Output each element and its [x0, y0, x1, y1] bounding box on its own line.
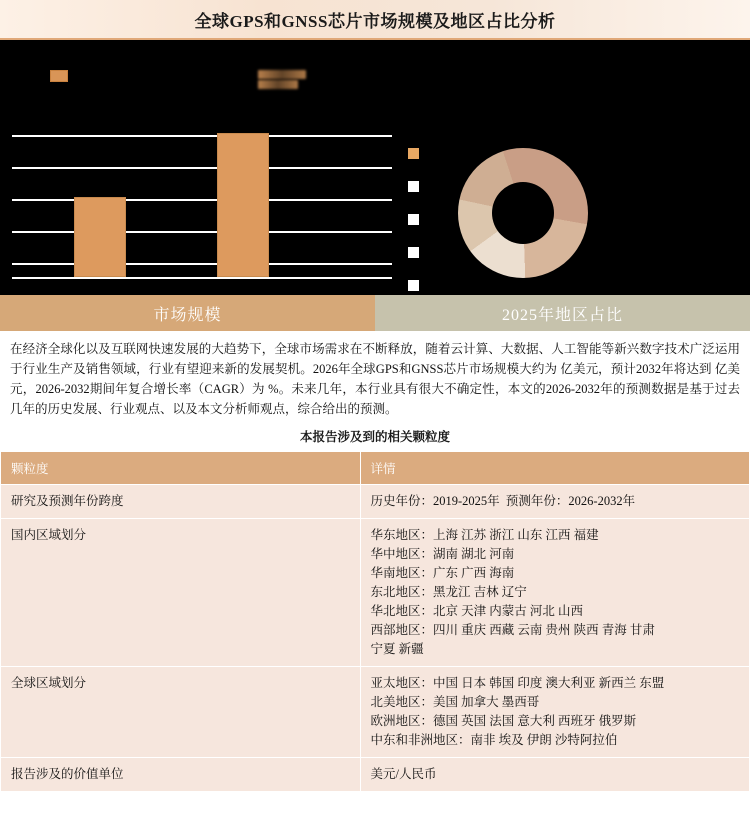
table-row	[1, 485, 750, 519]
table-header-detail: 详情	[360, 452, 749, 485]
cell-granularity: 全球区域划分	[1, 667, 361, 758]
detail-line: 华北地区：北京 天津 内蒙古 河北 山西	[370, 604, 584, 618]
x-axis	[12, 277, 392, 279]
detail-line: 华南地区：广东 广西 海南	[370, 566, 515, 580]
bar-chart-legend	[0, 62, 400, 92]
gridline	[12, 199, 392, 201]
bar-item	[217, 133, 269, 277]
detail-line: 东北地区：黑龙江 吉林 辽宁	[370, 585, 527, 599]
gridline	[12, 135, 392, 137]
detail-line: 华东地区：上海 江苏 浙江 山东 江西 福建	[370, 528, 599, 542]
section-tabs	[0, 295, 750, 331]
gridline	[12, 263, 392, 265]
table-header-row	[1, 452, 750, 485]
detail-line: 西部地区：四川 重庆 西藏 云南 贵州 陕西 青海 甘肃	[370, 623, 655, 637]
cell-detail	[360, 667, 749, 758]
table-row	[1, 519, 750, 667]
detail-line: 北美地区：美国 加拿大 墨西哥	[370, 695, 540, 709]
tab-region-share[interactable]: 2025年地区占比	[375, 295, 750, 331]
page-title: 全球GPS和GNSS芯片市场规模及地区占比分析	[194, 11, 556, 31]
legend-swatch-1	[408, 148, 419, 159]
detail-line: 欧洲地区：德国 英国 法国 意大利 西班牙 俄罗斯	[370, 714, 637, 728]
legend-swatch-3	[408, 214, 419, 225]
legend-swatch-2	[408, 181, 419, 192]
granularity-table	[0, 451, 750, 792]
cell-detail	[360, 519, 749, 667]
cell-detail	[360, 758, 749, 792]
pie-chart-legend	[408, 148, 430, 313]
cell-granularity: 报告涉及的价值单位	[1, 758, 361, 792]
detail-line: 中东和非洲地区：南非 埃及 伊朗 沙特阿拉伯	[370, 733, 618, 747]
page-title-banner	[0, 0, 750, 40]
bar-chart	[0, 40, 400, 295]
donut-wrap	[458, 148, 588, 278]
detail-line: 历史年份：2019-2025年 预测年份：2026-2032年	[370, 494, 636, 508]
detail-line: 亚太地区：中国 日本 韩国 印度 澳大利亚 新西兰 东盟	[370, 676, 665, 690]
pie-chart	[400, 40, 750, 295]
detail-line: 宁夏 新疆	[370, 642, 424, 656]
legend-label-blurred-1	[258, 70, 306, 79]
legend-label-blurred-2	[258, 80, 298, 89]
bar-item	[74, 197, 126, 277]
bar-plot-canvas	[12, 135, 392, 285]
gridline	[12, 231, 392, 233]
tab-market-size[interactable]: 市场规模	[0, 295, 375, 331]
legend-swatch-1	[50, 70, 68, 82]
table-row	[1, 758, 750, 792]
detail-line: 华中地区：湖南 湖北 河南	[370, 547, 515, 561]
donut-chart	[458, 148, 588, 278]
table-row	[1, 667, 750, 758]
detail-line: 美元/人民币	[370, 767, 437, 781]
cell-granularity: 国内区域划分	[1, 519, 361, 667]
legend-swatch-5	[408, 280, 419, 291]
cell-detail	[360, 485, 749, 519]
table-caption: 本报告涉及到的相关颗粒度	[299, 430, 450, 444]
cell-granularity: 研究及预测年份跨度	[1, 485, 361, 519]
legend-swatch-4	[408, 247, 419, 258]
charts-area	[0, 40, 750, 295]
intro-paragraph: 在经济全球化以及互联网快速发展的大趋势下，全球市场需求在不断释放，随着云计算、大数据、人工智能等新兴数字技术广泛运用于行业生产及销售领域，行业有望迎来新的发展契机。2026年全球GPS和GNSS芯片市场规模大约为 亿美元，预计2032年将达到 亿美元，2026-2032期间年复合增长率（CAGR）为 %。未来几年，本行业具有很大不确定性，本文的2026-2032年的预测数据是基于过去几年的历史发展、行业观点、以及本文分析师观点，综合给出的预测。	[10, 342, 740, 416]
table-header-granularity: 颗粒度	[1, 452, 361, 485]
gridline	[12, 167, 392, 169]
